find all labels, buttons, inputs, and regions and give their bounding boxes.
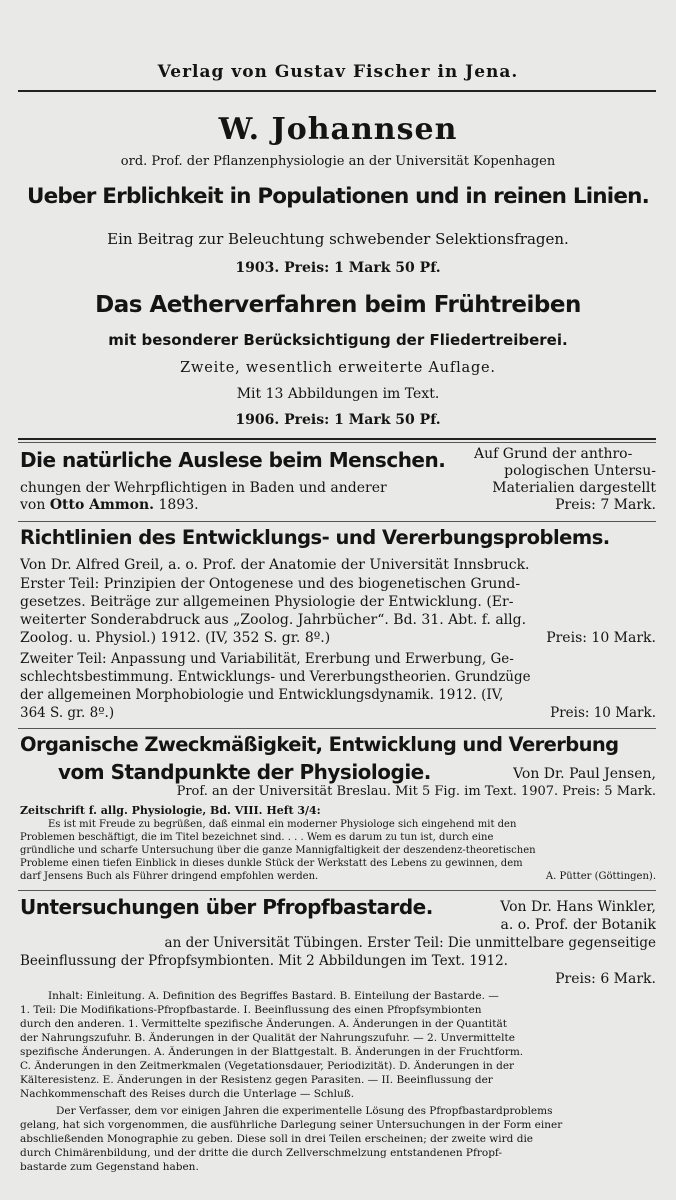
header-rule <box>18 90 656 92</box>
winkler-note-line: abschließenden Monographie zu geben. Diese soll in drei Teilen erscheinen; der zweite wird die <box>20 1133 534 1145</box>
jensen-review-signature: A. Pütter (Göttingen). <box>545 871 656 882</box>
winkler-contents-line: 1. Teil: Die Modifikations-Pfropfbastarde. I. Beeinflussung des einen Pfropfsymbionten <box>20 1004 482 1016</box>
johannsen-book2-subtitle: mit besonderer Berücksichtigung der Fliedertreiberei. <box>108 331 568 349</box>
jensen-review-source: Zeitschrift f. allg. Physiologie, Bd. VIII. Heft 3/4: <box>20 804 321 817</box>
winkler-title: Untersuchungen über Pfropfbastarde. <box>20 895 433 919</box>
greil-part1-line1: Erster Teil: Prinzipien der Ontogenese und des biogenetischen Grund- <box>20 576 521 592</box>
greil-part2-line3: der allgemeinen Morphobiologie und Entwicklungsdynamik. 1912. (IV, <box>20 687 504 703</box>
ammon-line-2b: Materialien dargestellt <box>492 480 656 496</box>
greil-part1-line4-text: Zoolog. u. Physiol.) 1912. (IV, 352 S. gr. 8º.) <box>20 630 331 646</box>
johannsen-book2-edition: Zweite, wesentlich erweiterte Auflage. <box>180 360 496 376</box>
jensen-review-last <box>20 871 656 882</box>
greil-title: Richtlinien des Entwicklungs- und Vererbungsproblems. <box>20 526 610 549</box>
greil-part2-line4 <box>20 705 656 721</box>
winkler-contents-line: der Nahrungszufuhr. B. Änderungen in der Qualität der Nahrungszufuhr. — 2. Unvermittelte <box>20 1032 515 1044</box>
ammon-price: Preis: 7 Mark. <box>555 497 656 513</box>
ammon-line-3 <box>20 497 656 513</box>
publisher-header: Verlag von Gustav Fischer in Jena. <box>157 62 519 82</box>
section-rule <box>18 521 656 522</box>
winkler-line-2: an der Universität Tübingen. Erster Teil: Die unmittelbare gegenseitige <box>164 935 656 951</box>
ammon-title: Die natürliche Auslese beim Menschen. <box>20 448 446 472</box>
ammon-side-2: pologischen Untersu- <box>504 463 656 479</box>
jensen-affiliation: Prof. an der Universität Breslau. Mit 5 Fig. im Text. 1907. Preis: 5 Mark. <box>176 784 656 799</box>
winkler-contents-line: durch den anderen. 1. Vermittelte spezifische Änderungen. A. Änderungen in der Quantität <box>20 1018 507 1030</box>
section-rule <box>18 728 656 729</box>
greil-part1-line4 <box>20 630 656 646</box>
greil-part2-price: Preis: 10 Mark. <box>550 705 656 721</box>
jensen-title-1: Organische Zweckmäßigkeit, Entwicklung und Vererbung <box>20 733 619 756</box>
winkler-note-line: gelang, hat sich vorgenommen, die ausführliche Darlegung seiner Untersuchungen in der Form einer <box>20 1119 563 1131</box>
author-johannsen: W. Johannsen <box>218 112 458 147</box>
johannsen-book2-price: 1906. Preis: 1 Mark 50 Pf. <box>235 412 441 428</box>
winkler-note-line: Der Verfasser, dem vor einigen Jahren die experimentelle Lösung des Pfropfbastardproblems <box>56 1105 553 1117</box>
greil-part1-line2: gesetzes. Beiträge zur allgemeinen Physiologie der Entwicklung. (Er- <box>20 594 514 610</box>
greil-part1-price: Preis: 10 Mark. <box>546 630 656 646</box>
section-rule <box>18 890 656 891</box>
greil-part2-line1: Zweiter Teil: Anpassung und Variabilität, Ererbung und Erwerbung, Ge- <box>20 651 514 667</box>
winkler-affiliation: a. o. Prof. der Botanik <box>500 917 656 933</box>
jensen-review-line: Es ist mit Freude zu begrüßen, daß einmal ein moderner Physiologe sich eingehend mit den <box>48 819 517 830</box>
greil-part1-line3: weiterter Sonderabdruck aus „Zoolog. Jahrbücher“. Bd. 31. Abt. f. allg. <box>20 612 527 628</box>
johannsen-book2-title: Das Aetherverfahren beim Frühtreiben <box>95 292 581 318</box>
ammon-side-1-text: Auf Grund der anthro- <box>474 446 633 462</box>
greil-author-line: Von Dr. Alfred Greil, a. o. Prof. der Anatomie der Universität Innsbruck. <box>20 557 530 573</box>
winkler-contents-line: Nachkommenschaft des Reises durch die Unterlage — Schluß. <box>20 1088 355 1100</box>
section-rule <box>18 438 656 440</box>
ammon-author: Otto Ammon. <box>49 497 155 513</box>
winkler-author: Von Dr. Hans Winkler, <box>500 899 656 915</box>
winkler-line-3: Beeinflussung der Pfropfsymbionten. Mit 2 Abbildungen im Text. 1912. <box>20 953 508 969</box>
winkler-note-line: durch Chimärenbildung, und der dritte die durch Zellverschmelzung entstandenen Pfropf- <box>20 1147 502 1159</box>
jensen-review-line: Problemen beschäftigt, die im Titel bezeichnet sind. . . . Wem es darum zu tun ist, durch eine <box>20 832 494 843</box>
johannsen-book1-subtitle: Ein Beitrag zur Beleuchtung schwebender Selektionsfragen. <box>107 230 569 248</box>
ammon-year: 1893. <box>158 497 199 513</box>
winkler-contents-line: spezifische Änderungen. A. Änderungen in der Blattgestalt. B. Änderungen in der Fruchtform. <box>20 1046 524 1058</box>
jensen-author: Von Dr. Paul Jensen, <box>513 766 656 782</box>
ammon-line-2 <box>20 480 656 496</box>
greil-part2-line2: schlechtsbestimmung. Entwicklungs- und Vererbungstheorien. Grundzüge <box>20 669 531 685</box>
jensen-review-line: darf Jensens Buch als Führer dringend empfohlen werden. <box>20 871 319 882</box>
johannsen-book1-title: Ueber Erblichkeit in Populationen und in reinen Linien. <box>26 184 650 209</box>
jensen-review-line: Probleme einen tiefen Einblick in dieses dunkle Stück der Werkstatt des Lebens zu gewinnen, dem <box>20 858 523 869</box>
winkler-note-line: bastarde zum Gegenstand haben. <box>20 1161 199 1173</box>
jensen-review-line: gründliche und scharfe Untersuchung über die ganze Mannigfaltigkeit der deszendenz-theoretischen <box>20 845 536 856</box>
winkler-contents-line: C. Änderungen in den Zeitmerkmalen (Vegetationsdauer, Periodizität). D. Änderungen in der <box>20 1060 515 1072</box>
winkler-contents-line: Kälteresistenz. E. Änderungen in der Resistenz gegen Parasiten. — II. Beeinflussung der <box>20 1074 493 1086</box>
johannsen-book1-price: 1903. Preis: 1 Mark 50 Pf. <box>235 260 441 276</box>
johannsen-affiliation: ord. Prof. der Pflanzenphysiologie an der Universität Kopenhagen <box>120 154 556 169</box>
greil-part2-line4-text: 364 S. gr. 8º.) <box>20 705 115 721</box>
johannsen-book2-illustrations: Mit 13 Abbildungen im Text. <box>236 386 440 402</box>
ammon-von: von <box>20 497 46 513</box>
winkler-price: Preis: 6 Mark. <box>555 971 656 987</box>
section-rule-thin <box>18 442 656 443</box>
ammon-side-1 <box>474 446 656 462</box>
jensen-title-2: vom Standpunkte der Physiologie. <box>58 760 431 784</box>
ammon-line-2a: chungen der Wehrpflichtigen in Baden und anderer <box>20 480 387 496</box>
winkler-contents-line: Inhalt: Einleitung. A. Definition des Begriffes Bastard. B. Einteilung der Bastarde. — <box>48 990 499 1002</box>
